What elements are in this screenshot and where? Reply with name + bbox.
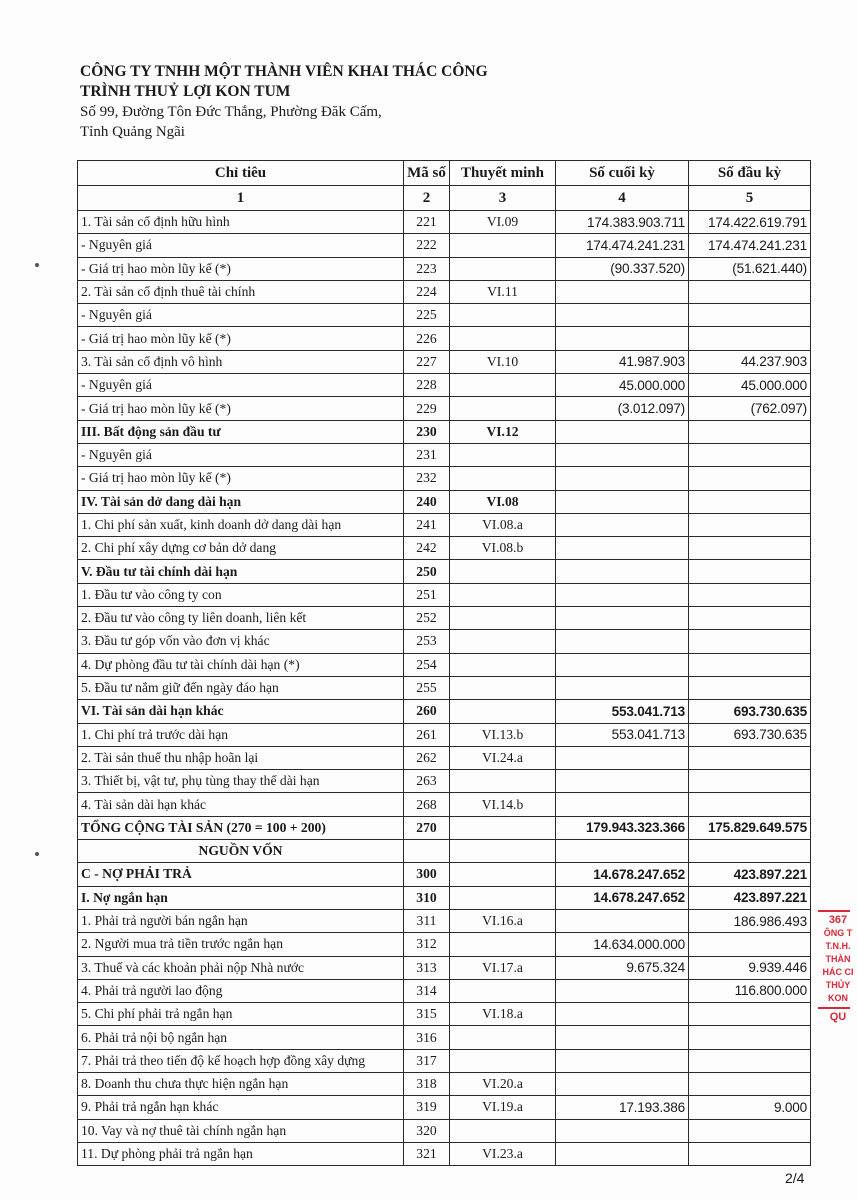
row-note <box>450 583 556 606</box>
row-label: - Nguyên giá <box>78 443 404 466</box>
row-code: 268 <box>404 793 450 816</box>
row-note: VI.20.a <box>450 1072 556 1095</box>
page-number: 2/4 <box>785 1170 805 1186</box>
row-note <box>450 257 556 280</box>
table-row <box>78 1026 811 1049</box>
row-start-balance <box>689 1119 811 1142</box>
row-start-balance: 186.986.493 <box>689 909 811 932</box>
row-end-balance <box>556 537 689 560</box>
table-row <box>78 537 811 560</box>
row-end-balance: 174.383.903.711 <box>556 211 689 234</box>
table-row <box>78 886 811 909</box>
row-note: VI.13.b <box>450 723 556 746</box>
stamp-text: KON <box>828 993 848 1003</box>
row-label: VI. Tài sản dài hạn khác <box>78 700 404 723</box>
row-end-balance <box>556 1072 689 1095</box>
company-name-line2: TRÌNH THUỶ LỢI KON TUM <box>80 83 291 100</box>
row-start-balance: 174.422.619.791 <box>689 211 811 234</box>
row-note <box>450 979 556 1002</box>
table-row <box>78 909 811 932</box>
row-start-balance <box>689 327 811 350</box>
row-end-balance <box>556 793 689 816</box>
row-code: 225 <box>404 304 450 327</box>
stamp-divider <box>818 1007 850 1009</box>
row-start-balance: 693.730.635 <box>689 700 811 723</box>
row-code: 313 <box>404 956 450 979</box>
table-row <box>78 676 811 699</box>
row-label: 5. Đầu tư nắm giữ đến ngày đáo hạn <box>78 676 404 699</box>
row-note <box>450 1049 556 1072</box>
scan-speck <box>35 263 39 267</box>
row-label: 4. Phải trả người lao động <box>78 979 404 1002</box>
row-end-balance <box>556 653 689 676</box>
row-note <box>450 607 556 630</box>
row-code: 320 <box>404 1119 450 1142</box>
row-note <box>450 467 556 490</box>
row-note <box>450 374 556 397</box>
row-code: 221 <box>404 211 450 234</box>
table-row <box>78 723 811 746</box>
stamp-text: QU <box>829 1011 847 1023</box>
row-code: 261 <box>404 723 450 746</box>
row-note: VI.08 <box>450 490 556 513</box>
table-row <box>78 1096 811 1119</box>
row-end-balance <box>556 513 689 536</box>
column-number: 1 <box>78 186 404 211</box>
row-code: 255 <box>404 676 450 699</box>
header-ma-so: Mã số <box>404 161 450 186</box>
row-start-balance <box>689 1003 811 1026</box>
table-row <box>78 653 811 676</box>
row-end-balance <box>556 304 689 327</box>
row-note <box>450 234 556 257</box>
row-end-balance: 14.678.247.652 <box>556 863 689 886</box>
row-note: VI.08.b <box>450 537 556 560</box>
row-code: 270 <box>404 816 450 839</box>
header-so-dau-ky: Số đầu kỳ <box>689 161 811 186</box>
row-start-balance <box>689 933 811 956</box>
row-code: 224 <box>404 280 450 303</box>
row-code: 231 <box>404 443 450 466</box>
balance-sheet-table <box>77 160 811 1166</box>
row-start-balance <box>689 280 811 303</box>
row-end-balance: 41.987.903 <box>556 350 689 373</box>
row-start-balance <box>689 793 811 816</box>
row-code <box>404 840 450 863</box>
row-start-balance: 175.829.649.575 <box>689 816 811 839</box>
row-end-balance: (90.337.520) <box>556 257 689 280</box>
row-code: 311 <box>404 909 450 932</box>
row-code: 321 <box>404 1142 450 1165</box>
row-note <box>450 327 556 350</box>
row-start-balance <box>689 746 811 769</box>
row-note <box>450 816 556 839</box>
row-code: 300 <box>404 863 450 886</box>
row-end-balance <box>556 1003 689 1026</box>
row-code: 312 <box>404 933 450 956</box>
row-note <box>450 560 556 583</box>
row-label: 2. Đầu tư vào công ty liên doanh, liên kết <box>78 607 404 630</box>
row-start-balance <box>689 1026 811 1049</box>
row-code: 252 <box>404 607 450 630</box>
row-label: TỔNG CỘNG TÀI SẢN (270 = 100 + 200) <box>78 816 404 839</box>
table-row <box>78 1142 811 1165</box>
table-column-number-row <box>78 186 811 211</box>
row-code: 319 <box>404 1096 450 1119</box>
row-start-balance: 116.800.000 <box>689 979 811 1002</box>
row-label: 9. Phải trả ngắn hạn khác <box>78 1096 404 1119</box>
row-note <box>450 770 556 793</box>
row-code: 242 <box>404 537 450 560</box>
table-body <box>78 211 811 1166</box>
row-note: VI.14.b <box>450 793 556 816</box>
row-start-balance <box>689 1142 811 1165</box>
table-row <box>78 583 811 606</box>
row-code: 316 <box>404 1026 450 1049</box>
row-end-balance <box>556 770 689 793</box>
table-row <box>78 840 811 863</box>
row-label: 3. Thuế và các khoản phải nộp Nhà nước <box>78 956 404 979</box>
row-start-balance: 45.000.000 <box>689 374 811 397</box>
row-label: IV. Tài sản dở dang dài hạn <box>78 490 404 513</box>
row-start-balance: (51.621.440) <box>689 257 811 280</box>
row-note: VI.17.a <box>450 956 556 979</box>
row-code: 315 <box>404 1003 450 1026</box>
table-row <box>78 513 811 536</box>
row-note <box>450 304 556 327</box>
row-note: VI.09 <box>450 211 556 234</box>
row-note <box>450 886 556 909</box>
row-note: VI.24.a <box>450 746 556 769</box>
table-row <box>78 933 811 956</box>
row-code: 317 <box>404 1049 450 1072</box>
column-number: 2 <box>404 186 450 211</box>
column-number: 5 <box>689 186 811 211</box>
row-start-balance: 423.897.221 <box>689 886 811 909</box>
row-start-balance <box>689 513 811 536</box>
row-code: 240 <box>404 490 450 513</box>
row-start-balance <box>689 304 811 327</box>
table-row <box>78 746 811 769</box>
row-code: 260 <box>404 700 450 723</box>
row-end-balance <box>556 560 689 583</box>
row-label: 2. Người mua trả tiền trước ngắn hạn <box>78 933 404 956</box>
table-header-row <box>78 161 811 186</box>
row-end-balance: 553.041.713 <box>556 700 689 723</box>
row-code: 254 <box>404 653 450 676</box>
row-end-balance <box>556 676 689 699</box>
row-end-balance <box>556 840 689 863</box>
row-end-balance <box>556 909 689 932</box>
row-note: VI.18.a <box>450 1003 556 1026</box>
table-row <box>78 374 811 397</box>
row-end-balance <box>556 583 689 606</box>
row-start-balance <box>689 537 811 560</box>
row-start-balance: 693.730.635 <box>689 723 811 746</box>
row-note: VI.19.a <box>450 1096 556 1119</box>
table-row <box>78 956 811 979</box>
row-end-balance: 45.000.000 <box>556 374 689 397</box>
row-end-balance <box>556 280 689 303</box>
company-address-line2: Tỉnh Quảng Ngãi <box>80 124 185 140</box>
table-row <box>78 257 811 280</box>
header-thuyet-minh: Thuyết minh <box>450 161 556 186</box>
row-start-balance: 9.000 <box>689 1096 811 1119</box>
row-code: 227 <box>404 350 450 373</box>
row-label: V. Đầu tư tài chính dài hạn <box>78 560 404 583</box>
row-note <box>450 653 556 676</box>
stamp-text: 367 <box>828 914 848 926</box>
table-row <box>78 700 811 723</box>
row-code: 263 <box>404 770 450 793</box>
row-note <box>450 863 556 886</box>
row-label: 3. Tài sản cố định vô hình <box>78 350 404 373</box>
row-end-balance: 553.041.713 <box>556 723 689 746</box>
row-start-balance <box>689 443 811 466</box>
row-label: 5. Chi phí phải trả ngắn hạn <box>78 1003 404 1026</box>
row-label: I. Nợ ngắn hạn <box>78 886 404 909</box>
row-label: 3. Thiết bị, vật tư, phụ tùng thay thế dài hạn <box>78 770 404 793</box>
table-row <box>78 607 811 630</box>
table-row <box>78 490 811 513</box>
row-end-balance <box>556 1142 689 1165</box>
row-end-balance <box>556 327 689 350</box>
table-row <box>78 397 811 420</box>
company-header <box>80 62 488 142</box>
row-start-balance <box>689 607 811 630</box>
table-row <box>78 280 811 303</box>
header-chi-tieu: Chỉ tiêu <box>78 161 404 186</box>
row-label: 11. Dự phòng phải trả ngắn hạn <box>78 1142 404 1165</box>
row-label: C - NỢ PHẢI TRẢ <box>78 863 404 886</box>
row-code: 230 <box>404 420 450 443</box>
row-note: VI.16.a <box>450 909 556 932</box>
table-row <box>78 420 811 443</box>
row-note: VI.12 <box>450 420 556 443</box>
row-start-balance <box>689 770 811 793</box>
row-start-balance <box>689 676 811 699</box>
row-code: 253 <box>404 630 450 653</box>
header-so-cuoi-ky: Số cuối kỳ <box>556 161 689 186</box>
row-start-balance: 44.237.903 <box>689 350 811 373</box>
row-label: 1. Phải trả người bán ngắn hạn <box>78 909 404 932</box>
row-code: 228 <box>404 374 450 397</box>
row-end-balance: 179.943.323.366 <box>556 816 689 839</box>
row-note <box>450 1119 556 1142</box>
row-note: VI.11 <box>450 280 556 303</box>
row-note <box>450 676 556 699</box>
row-label: 2. Tài sản thuế thu nhập hoãn lại <box>78 746 404 769</box>
row-label: 1. Chi phí trả trước dài hạn <box>78 723 404 746</box>
table-row <box>78 1049 811 1072</box>
row-label: 2. Tài sản cố định thuê tài chính <box>78 280 404 303</box>
company-stamp <box>818 908 858 1048</box>
table-row <box>78 443 811 466</box>
company-name-line1: CÔNG TY TNHH MỘT THÀNH VIÊN KHAI THÁC CÔNG <box>80 63 488 80</box>
row-start-balance <box>689 1049 811 1072</box>
table-row <box>78 793 811 816</box>
row-note <box>450 840 556 863</box>
row-end-balance: 14.634.000.000 <box>556 933 689 956</box>
row-label: 4. Dự phòng đầu tư tài chính dài hạn (*) <box>78 653 404 676</box>
row-label: 4. Tài sản dài hạn khác <box>78 793 404 816</box>
row-end-balance: 174.474.241.231 <box>556 234 689 257</box>
row-code: 223 <box>404 257 450 280</box>
table-row <box>78 327 811 350</box>
row-label: 7. Phải trả theo tiến độ kế hoạch hợp đồng xây dựng <box>78 1049 404 1072</box>
row-label: - Nguyên giá <box>78 304 404 327</box>
row-end-balance: (3.012.097) <box>556 397 689 420</box>
row-start-balance <box>689 420 811 443</box>
row-label: - Giá trị hao mòn lũy kế (*) <box>78 467 404 490</box>
table-row <box>78 1119 811 1142</box>
table-row <box>78 630 811 653</box>
row-label: 3. Đầu tư góp vốn vào đơn vị khác <box>78 630 404 653</box>
row-start-balance <box>689 467 811 490</box>
table-row <box>78 560 811 583</box>
row-label: 1. Chi phí sản xuất, kinh doanh dở dang dài hạn <box>78 513 404 536</box>
row-label: III. Bất động sản đầu tư <box>78 420 404 443</box>
row-start-balance: 174.474.241.231 <box>689 234 811 257</box>
row-label: 1. Đầu tư vào công ty con <box>78 583 404 606</box>
row-end-balance <box>556 1119 689 1142</box>
row-start-balance <box>689 630 811 653</box>
row-code: 241 <box>404 513 450 536</box>
row-end-balance <box>556 420 689 443</box>
stamp-text: T.N.H. <box>825 941 851 951</box>
table-row <box>78 816 811 839</box>
row-label: NGUỒN VỐN <box>78 840 404 863</box>
row-note <box>450 700 556 723</box>
table-row <box>78 350 811 373</box>
stamp-text: ÔNG T <box>823 928 853 938</box>
row-note <box>450 933 556 956</box>
row-start-balance: 9.939.446 <box>689 956 811 979</box>
row-note <box>450 443 556 466</box>
table-row <box>78 234 811 257</box>
row-note: VI.23.a <box>450 1142 556 1165</box>
table-row <box>78 770 811 793</box>
row-label: - Nguyên giá <box>78 234 404 257</box>
table-row <box>78 1072 811 1095</box>
row-label: - Giá trị hao mòn lũy kế (*) <box>78 257 404 280</box>
row-end-balance <box>556 1049 689 1072</box>
column-number: 3 <box>450 186 556 211</box>
row-label: - Giá trị hao mòn lũy kế (*) <box>78 327 404 350</box>
row-note <box>450 1026 556 1049</box>
table-row <box>78 1003 811 1026</box>
row-start-balance <box>689 583 811 606</box>
row-end-balance <box>556 467 689 490</box>
stamp-divider <box>818 910 850 912</box>
row-start-balance: 423.897.221 <box>689 863 811 886</box>
row-end-balance: 9.675.324 <box>556 956 689 979</box>
row-end-balance <box>556 1026 689 1049</box>
row-end-balance <box>556 607 689 630</box>
row-label: 10. Vay và nợ thuê tài chính ngắn hạn <box>78 1119 404 1142</box>
row-end-balance: 17.193.386 <box>556 1096 689 1119</box>
row-note: VI.08.a <box>450 513 556 536</box>
row-note <box>450 630 556 653</box>
row-end-balance <box>556 490 689 513</box>
stamp-text: THÀN <box>825 954 851 964</box>
row-code: 262 <box>404 746 450 769</box>
table-row <box>78 211 811 234</box>
row-end-balance <box>556 630 689 653</box>
row-code: 318 <box>404 1072 450 1095</box>
row-code: 314 <box>404 979 450 1002</box>
row-end-balance <box>556 443 689 466</box>
row-start-balance <box>689 1072 811 1095</box>
row-start-balance <box>689 490 811 513</box>
table-row <box>78 863 811 886</box>
row-label: 2. Chi phí xây dựng cơ bản dở dang <box>78 537 404 560</box>
row-label: - Giá trị hao mòn lũy kế (*) <box>78 397 404 420</box>
row-label: - Nguyên giá <box>78 374 404 397</box>
stamp-text: THỦY <box>825 980 851 990</box>
row-code: 232 <box>404 467 450 490</box>
row-note: VI.10 <box>450 350 556 373</box>
row-start-balance <box>689 560 811 583</box>
row-code: 310 <box>404 886 450 909</box>
row-label: 6. Phải trả nội bộ ngắn hạn <box>78 1026 404 1049</box>
stamp-text: HÁC CI <box>822 967 854 977</box>
row-label: 8. Doanh thu chưa thực hiện ngắn hạn <box>78 1072 404 1095</box>
scan-speck <box>35 852 39 856</box>
row-start-balance: (762.097) <box>689 397 811 420</box>
row-code: 250 <box>404 560 450 583</box>
table-row <box>78 979 811 1002</box>
row-start-balance <box>689 653 811 676</box>
table-row <box>78 304 811 327</box>
company-address-line1: Số 99, Đường Tôn Đức Thắng, Phường Đăk Cấm, <box>80 104 382 120</box>
row-code: 251 <box>404 583 450 606</box>
row-code: 226 <box>404 327 450 350</box>
row-label: 1. Tài sản cố định hữu hình <box>78 211 404 234</box>
row-end-balance: 14.678.247.652 <box>556 886 689 909</box>
row-code: 222 <box>404 234 450 257</box>
row-note <box>450 397 556 420</box>
row-end-balance <box>556 979 689 1002</box>
table-row <box>78 467 811 490</box>
row-code: 229 <box>404 397 450 420</box>
column-number: 4 <box>556 186 689 211</box>
row-end-balance <box>556 746 689 769</box>
row-start-balance <box>689 840 811 863</box>
